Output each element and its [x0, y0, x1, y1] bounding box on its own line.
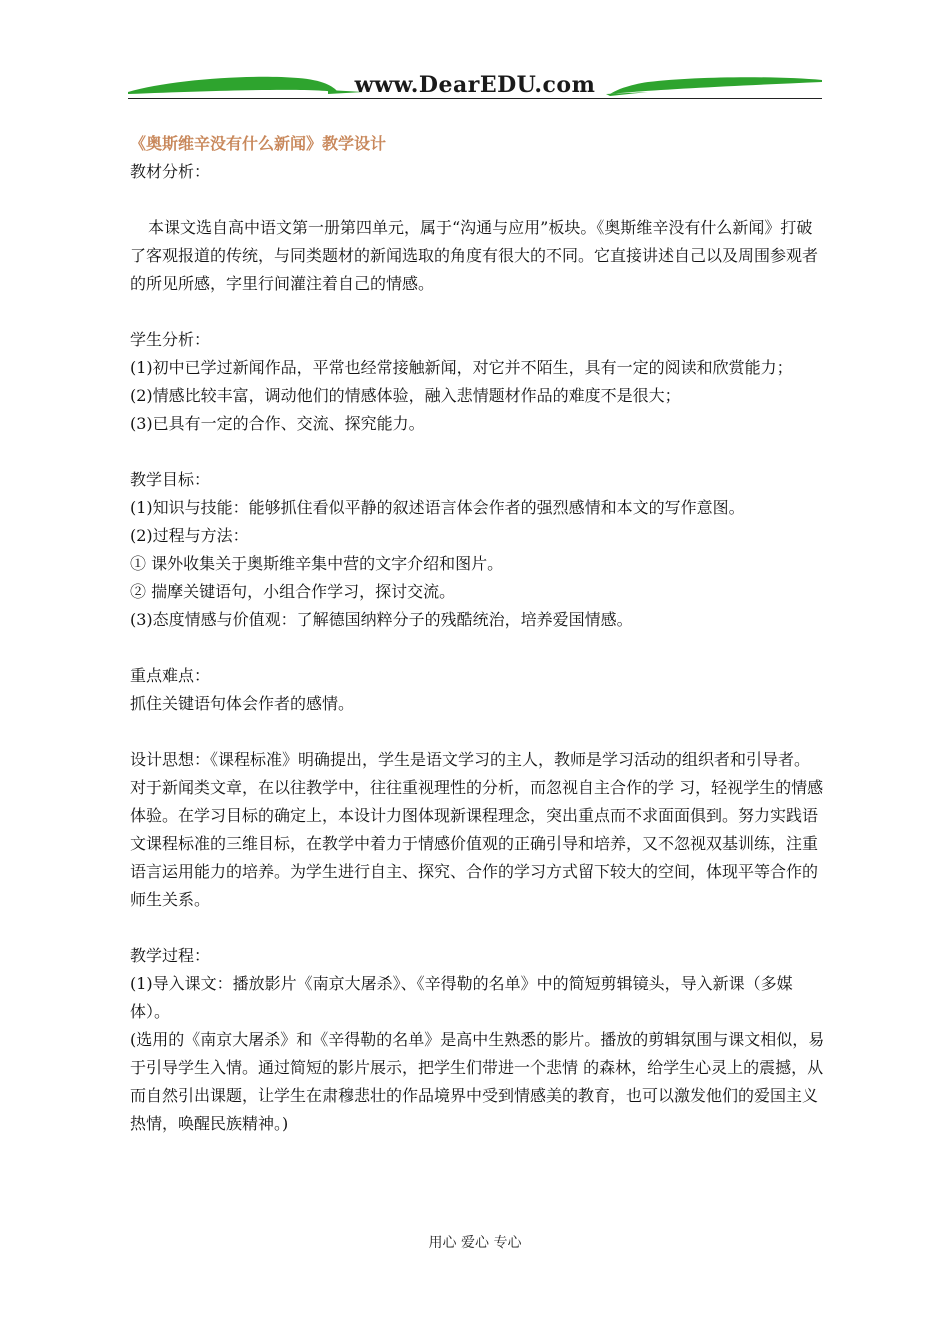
spacer	[130, 298, 825, 326]
section-heading-key-points: 重点难点：	[130, 666, 211, 685]
section-heading-goals: 教学目标：	[130, 470, 211, 489]
site-logo-text: www.DearEDU.com	[354, 72, 596, 98]
site-header	[128, 66, 822, 106]
spacer	[130, 438, 825, 466]
spacer	[130, 634, 825, 662]
paragraph-design-idea: 设计思想：《课程标准》明确提出，学生是语文学习的主人，教师是学习活动的组织者和引导者。对于新闻类文章，在以往教学中，往往重视理性的分析，而忽视自主合作的学 习，轻视学生的情感体验。在学习目标的确定上，本设计力图体现新课程理念，突出重点而不求面面俱到。努力实践语文课程标准的三维目标，在教学中着力于情感价值观的正确引导和培养，又不忽视双基训练，注重语言运用能力的培养。为学生进行自主、探究、合作的学习方式留下较大的空间，体现平等合作的师生关系。	[130, 750, 824, 909]
list-item: (3)态度情感与价值观：了解德国纳粹分子的残酷统治，培养爱国情感。	[130, 610, 633, 629]
spacer	[130, 914, 825, 942]
spacer	[130, 718, 825, 746]
section-heading-material: 教材分析：	[130, 162, 211, 181]
section-heading-process: 教学过程：	[130, 946, 211, 965]
list-item: (2)情感比较丰富，调动他们的情感体验，融入悲情题材作品的难度不是很大；	[130, 386, 681, 405]
spacer	[130, 186, 825, 214]
paragraph-material: 本课文选自高中语文第一册第四单元，属于“沟通与应用”板块。《奥斯维辛没有什么新闻》打破了客观报道的传统，与同类题材的新闻选取的角度有很大的不同。它直接讲述自己以及周围参观者的所见所感，字里行间灌注着自己的情感。	[130, 218, 819, 293]
list-item: ② 揣摩关键语句，小组合作学习，探讨交流。	[130, 582, 456, 601]
list-item: (3)已具有一定的合作、交流、探究能力。	[130, 414, 425, 433]
list-item: (1)知识与技能：能够抓住看似平静的叙述语言体会作者的强烈感情和本文的写作意图。	[130, 498, 745, 517]
document-body	[130, 130, 825, 1138]
header-divider	[128, 98, 822, 99]
section-heading-students: 学生分析：	[130, 330, 211, 349]
list-item: (1)导入课文：播放影片《南京大屠杀》、《辛得勒的名单》中的简短剪辑镜头，导入新课（多媒体）。	[130, 974, 793, 1021]
list-item: ① 课外收集关于奥斯维辛集中营的文字介绍和图片。	[130, 554, 504, 573]
list-item: (2)过程与方法：	[130, 526, 249, 545]
list-item: (1)初中已学过新闻作品，平常也经常接触新闻，对它并不陌生，具有一定的阅读和欣赏能力；	[130, 358, 793, 377]
paragraph-key-points: 抓住关键语句体会作者的感情。	[130, 694, 355, 713]
list-item: (选用的《南京大屠杀》和《辛得勒的名单》是高中生熟悉的影片。播放的剪辑氛围与课文相似，易于引导学生入情。通过简短的影片展示，把学生们带进一个悲情 的森林，给学生心灵上的震撼，从而自然引出课题，让学生在肃穆悲壮的作品境界中受到情感美的教育，也可以激发他们的爱国主义热情，唤醒民族精神。)	[130, 1030, 825, 1133]
page-footer: 用心 爱心 专心	[428, 1235, 522, 1251]
document-title: 《奥斯维辛没有什么新闻》教学设计	[130, 134, 387, 153]
